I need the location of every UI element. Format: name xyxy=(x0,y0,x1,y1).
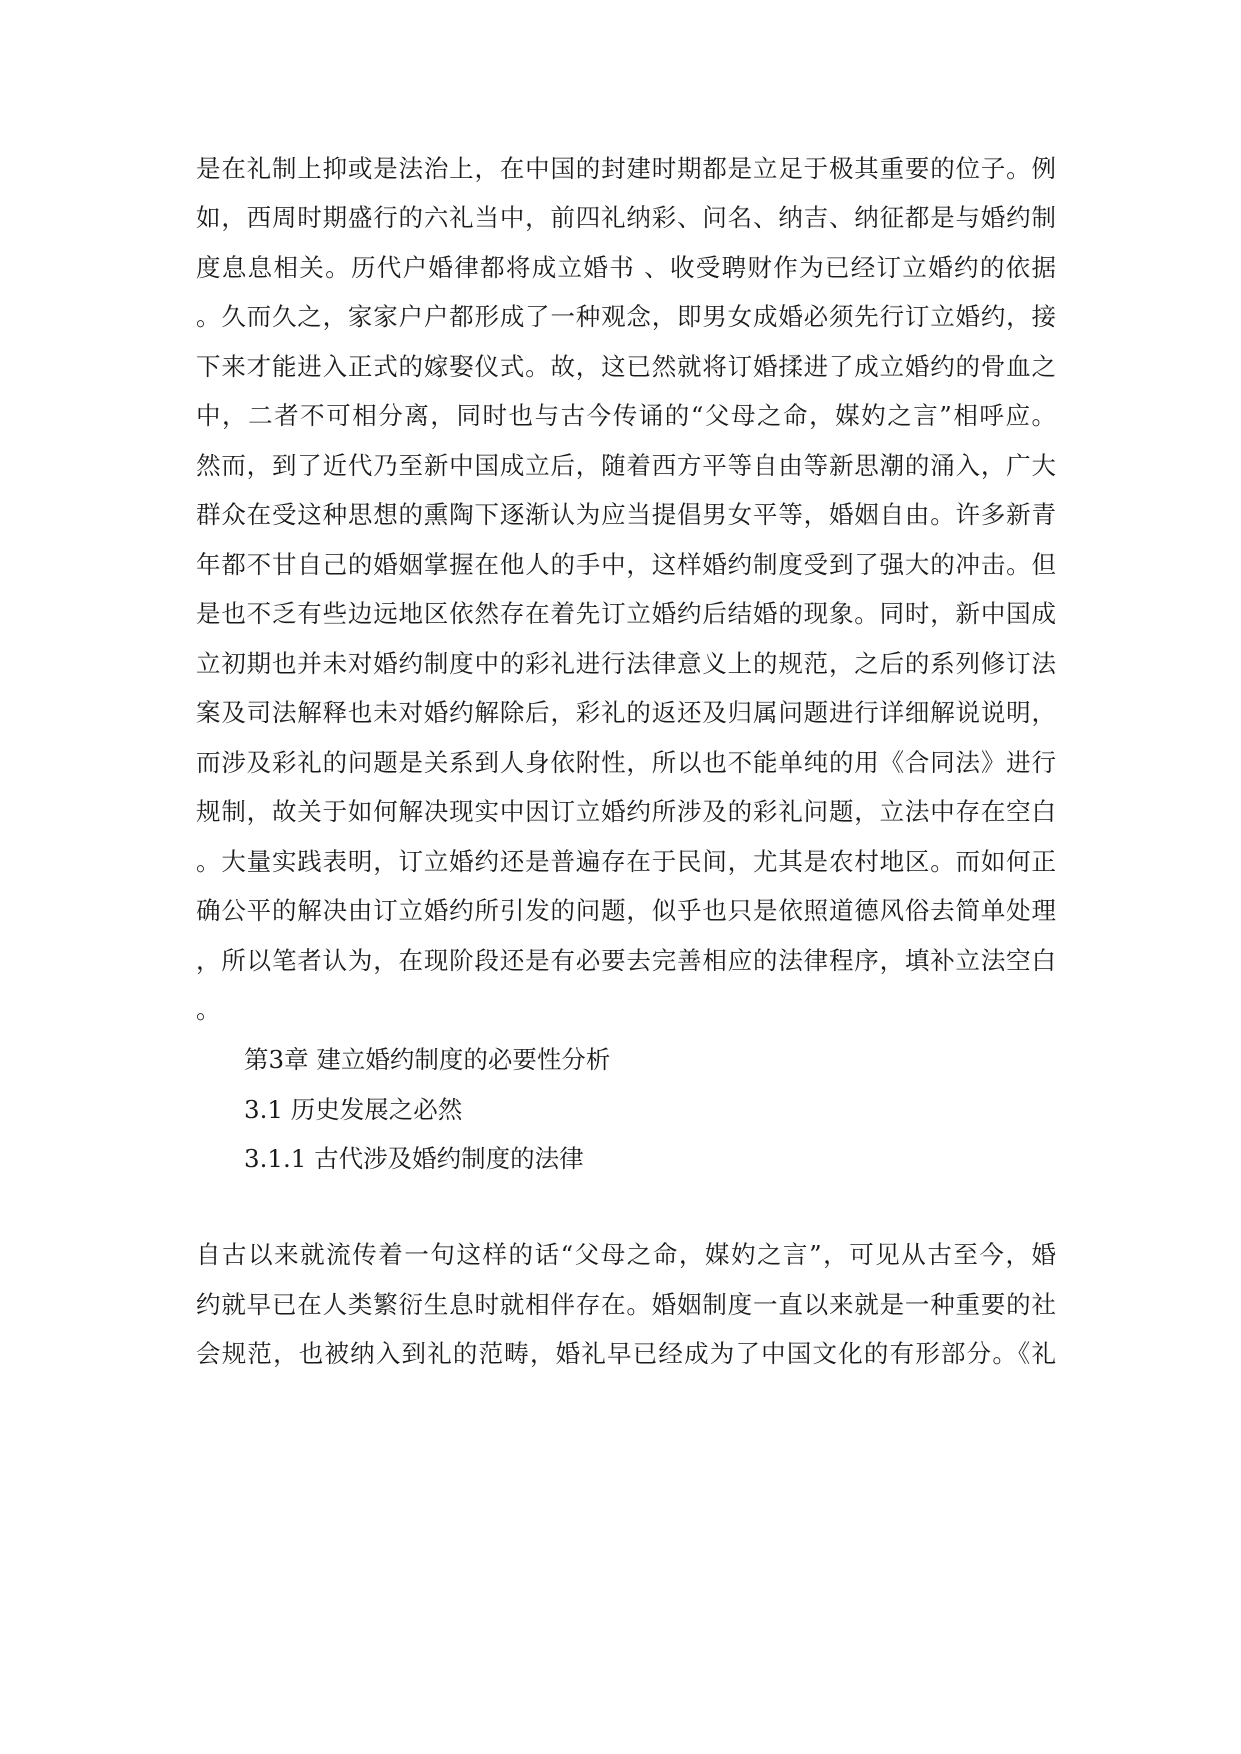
body-text-line: 自古以来就流传着一句这样的话“父母之命，媒妁之言”，可见从古至今，婚 xyxy=(196,1240,1056,1269)
body-text-line: 。大量实践表明，订立婚约还是普遍存在于民间，尤其是农村地区。而如何正 xyxy=(196,847,1056,876)
body-text-line: 。久而久之，家家户户都形成了一种观念，即男女成婚必须先行订立婚约，接 xyxy=(196,302,1056,331)
body-text-line: 年都不甘自己的婚姻掌握在他人的手中，这样婚约制度受到了强大的冲击。但 xyxy=(196,550,1056,579)
body-text-line: 确公平的解决由订立婚约所引发的问题，似乎也只是依照道德风俗去简单处理 xyxy=(196,896,1056,925)
subsection-heading: 3.1.1 古代涉及婚约制度的法律 xyxy=(244,1144,584,1173)
body-text-line: 规制，故关于如何解决现实中因订立婚约所涉及的彩礼问题，立法中存在空白 xyxy=(196,797,1056,826)
body-text-line: 案及司法解释也未对婚约解除后，彩礼的返还及归属问题进行详细解说说明， xyxy=(196,698,1056,727)
body-text-line: ，所以笔者认为，在现阶段还是有必要去完善相应的法律程序，填补立法空白 xyxy=(196,946,1056,975)
body-text-line: 而涉及彩礼的问题是关系到人身依附性，所以也不能单纯的用《合同法》进行 xyxy=(196,748,1056,777)
body-text-line: 。 xyxy=(196,995,221,1024)
body-text-line: 约就早已在人类繁衍生息时就相伴存在。婚姻制度一直以来就是一种重要的社 xyxy=(196,1290,1056,1319)
body-text-line: 下来才能进入正式的嫁娶仪式。故，这已然就将订婚揉进了成立婚约的骨血之 xyxy=(196,352,1056,381)
body-text-line: 立初期也并未对婚约制度中的彩礼进行法律意义上的规范，之后的系列修订法 xyxy=(196,649,1056,678)
body-text-line: 会规范，也被纳入到礼的范畴，婚礼早已经成为了中国文化的有形部分。《礼 xyxy=(196,1339,1056,1368)
body-text-line: 中，二者不可相分离，同时也与古今传诵的“父母之命，媒妁之言”相呼应。 xyxy=(196,401,1056,430)
body-text-line: 是也不乏有些边远地区依然存在着先订立婚约后结婚的现象。同时，新中国成 xyxy=(196,599,1056,628)
body-text-line: 度息息相关。历代户婚律都将成立婚书 、收受聘财作为已经订立婚约的依据 xyxy=(196,253,1056,282)
body-text-line: 是在礼制上抑或是法治上，在中国的封建时期都是立足于极其重要的位子。例 xyxy=(196,154,1056,183)
body-text-line: 如，西周时期盛行的六礼当中，前四礼纳彩、问名、纳吉、纳征都是与婚约制 xyxy=(196,203,1056,232)
body-text-line: 群众在受这种思想的熏陶下逐渐认为应当提倡男女平等，婚姻自由。许多新青 xyxy=(196,500,1056,529)
section-heading: 3.1 历史发展之必然 xyxy=(244,1095,463,1124)
chapter-heading: 第3章 建立婚约制度的必要性分析 xyxy=(244,1045,611,1074)
body-text-line: 然而，到了近代乃至新中国成立后，随着西方平等自由等新思潮的涌入，广大 xyxy=(196,451,1056,480)
